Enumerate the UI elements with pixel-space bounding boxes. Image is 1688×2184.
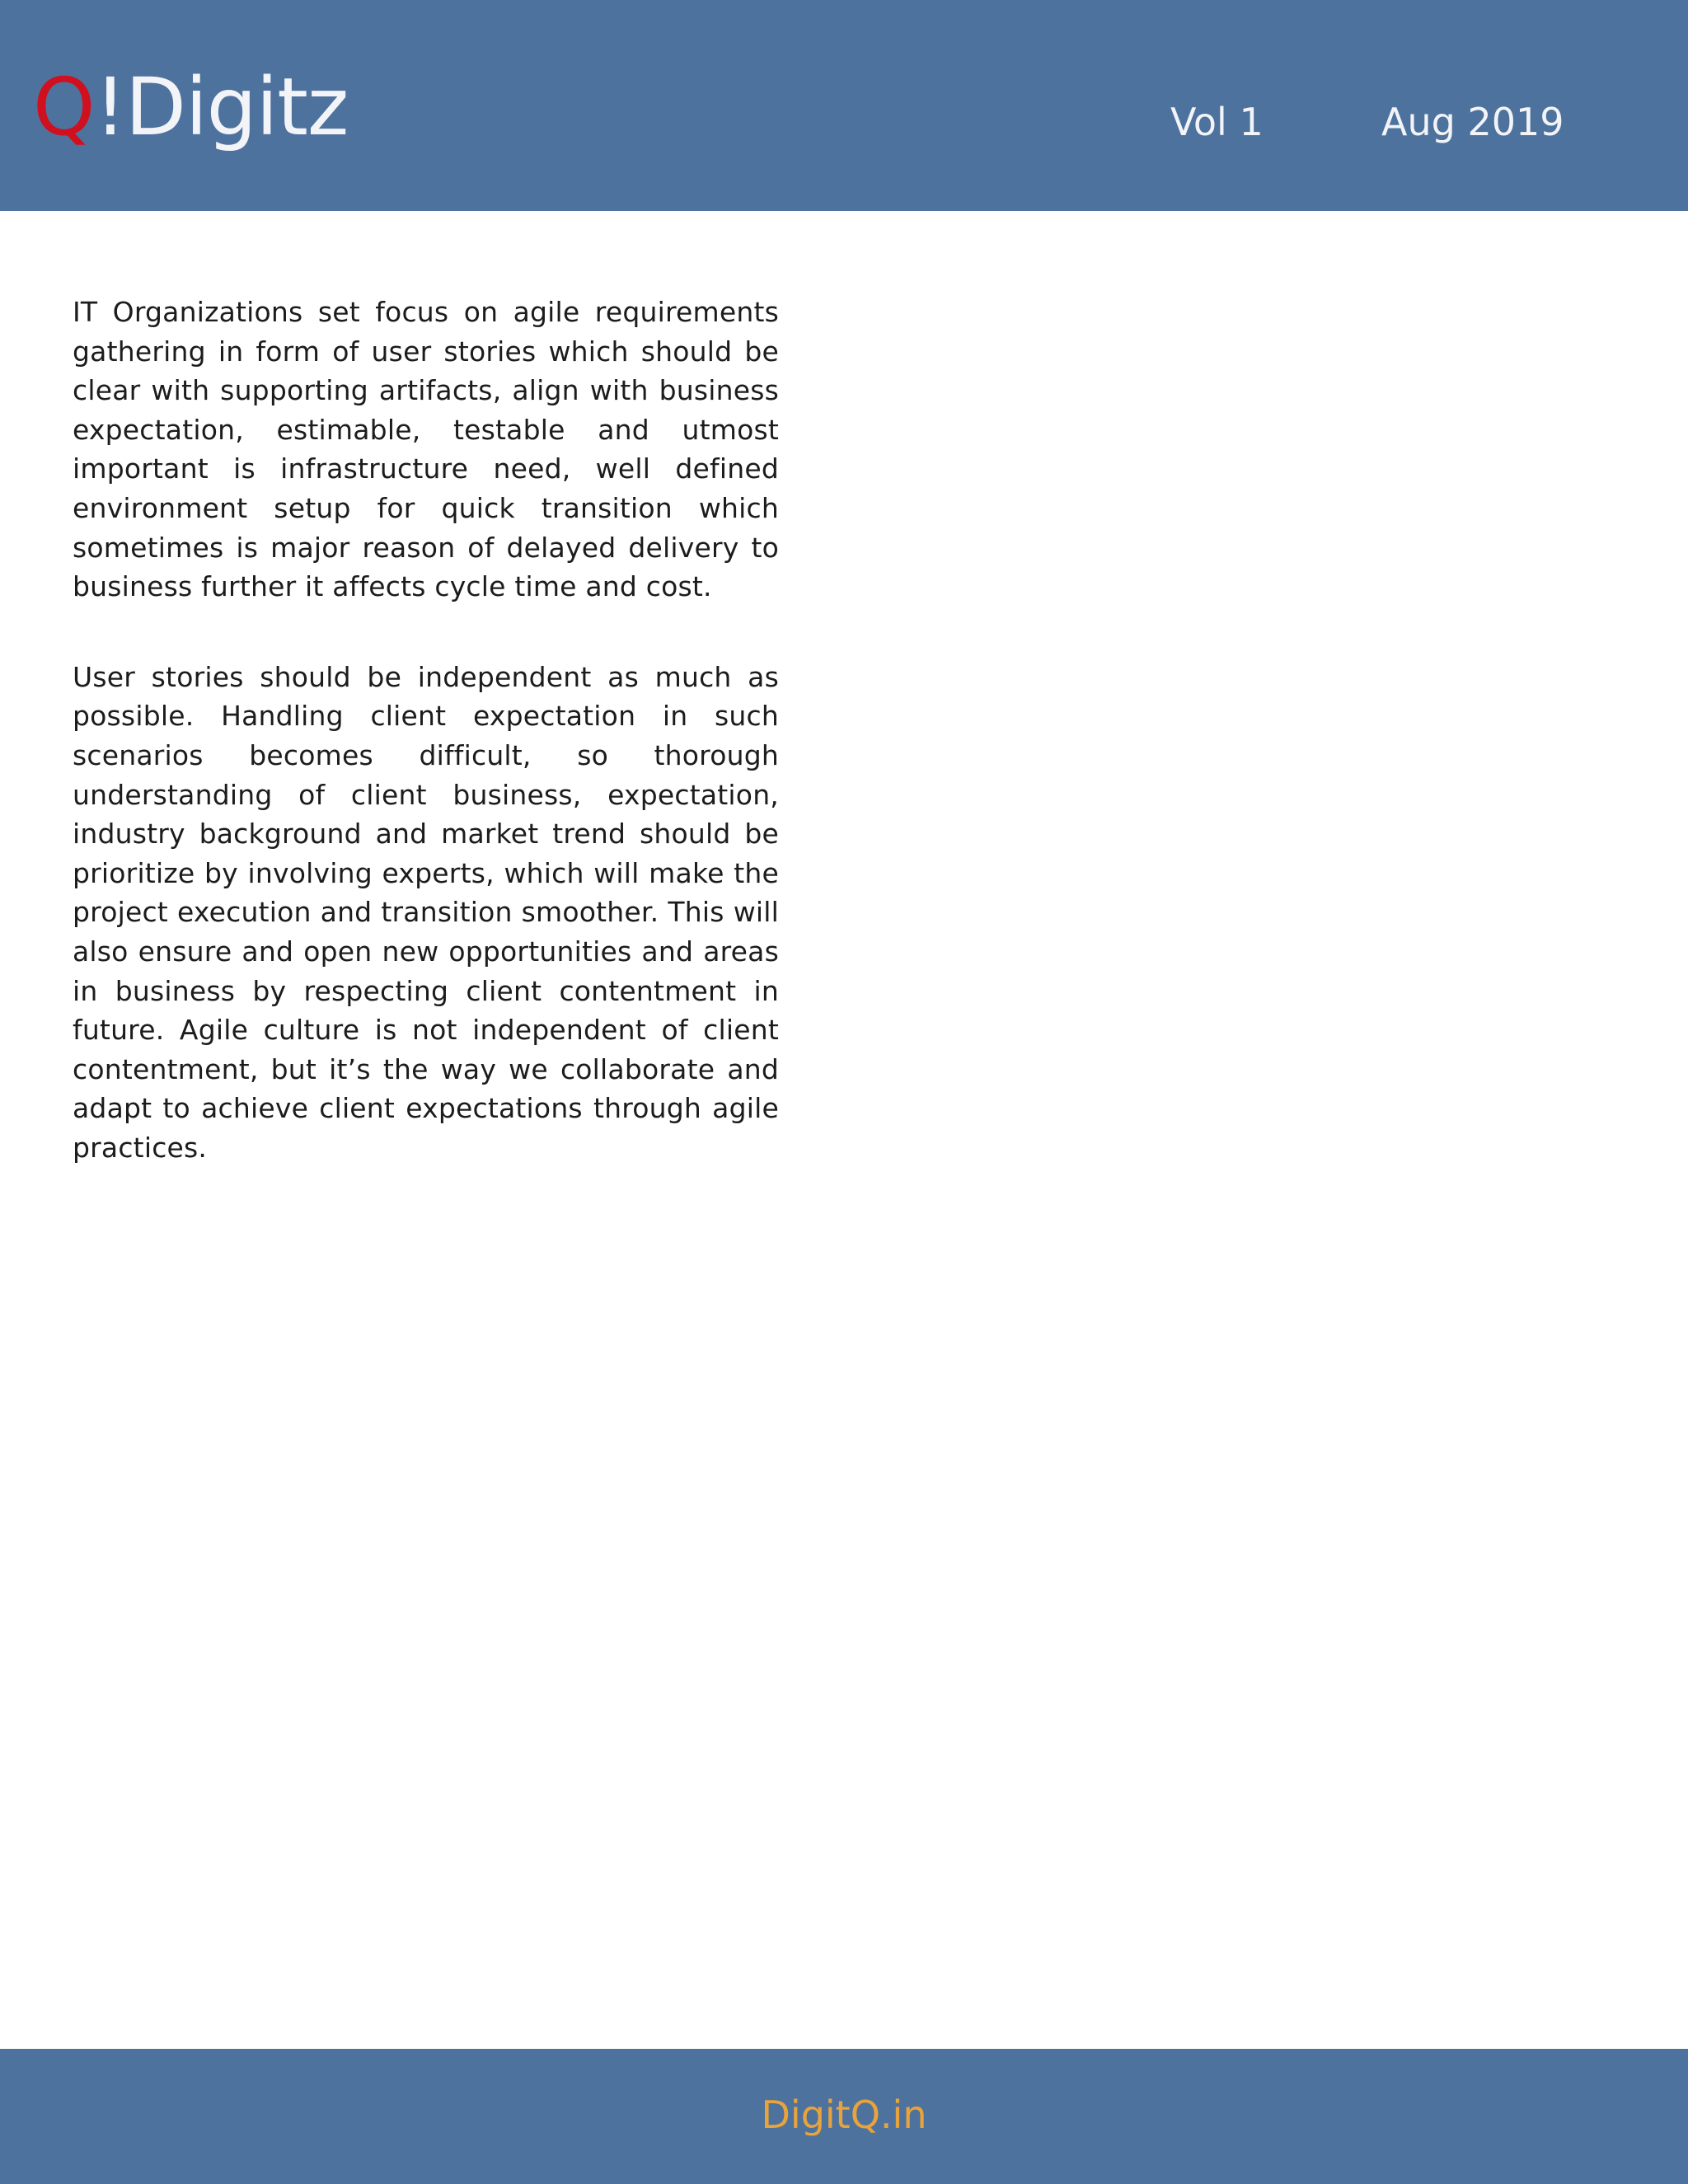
footer-site-link[interactable]: DigitQ.in xyxy=(761,2093,927,2137)
volume-label: Vol 1 xyxy=(1170,100,1264,144)
logo-q: Q xyxy=(33,61,95,153)
article-body xyxy=(73,293,779,1218)
article-paragraph-1: IT Organizations set focus on agile requirements gathering in form of user stories which should be clear with supporting artifacts, align with business expectation, estimable, testable and utmost important is infrastructure need, well defined environment setup for quick transition which sometimes is major reason of delayed delivery to business further it affects cycle time and cost. xyxy=(73,296,779,603)
logo xyxy=(33,58,348,157)
issue-date: Aug 2019 xyxy=(1381,100,1564,144)
logo-text: !Digitz xyxy=(94,61,349,153)
header-band xyxy=(0,0,1688,211)
footer-band xyxy=(0,2049,1688,2184)
article-paragraph-2: User stories should be independent as much as possible. Handling client expectation in such scenarios becomes difficult, so thorough understanding of client business, expectation, industry background and market trend should be prioritize by involving experts, which will make the project execution and transition smoother. This will also ensure and open new opportunities and areas in business by respecting client contentment in future. Agile culture is not independent of client contentment, but it’s the way we collaborate and adapt to achieve client expectations through agile practices. xyxy=(73,660,779,1164)
